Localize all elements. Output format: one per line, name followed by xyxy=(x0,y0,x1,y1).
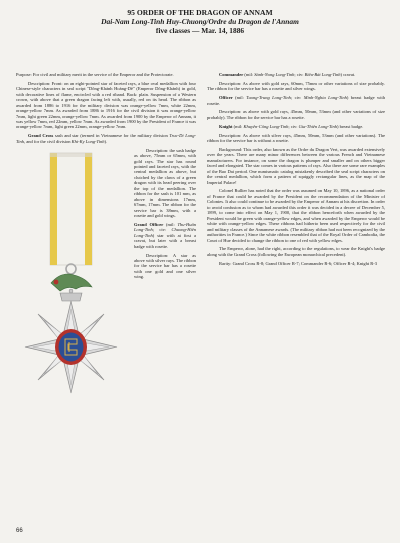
officer-text-c: ) breast badge with rosette. xyxy=(207,95,386,106)
officer-term-military: Tuong-Trung Long-Tinh xyxy=(246,95,291,101)
medallion-center xyxy=(59,332,84,361)
medal-photo xyxy=(16,151,126,419)
description-paragraph: Description: Front: on an eight-pointed star of faceted rays, a blue oval medallion with four Chinese-style characters in seal script "Dông-Khánh Hoàng-Dê" (Emperor Dông-Khánh) in gold, with decorative lines of flame, encircled with a red riband. Back: plain. Suspension of a Western crown, with above that a green dragon facing left with, usually, red on its head. The ribbon as awarded from 1886 to 1916 for the military division was orange-yellow 7mm, white 22mm, orange-yellow 7mm. As awarded from 1886 to 1916 for the civil division it was orange-yellow 7mm, light green 22mm, orange-yellow 7mm. As awarded from 1900 by the Emperor of Annam, it was yellow 7mm, red 22mm, yellow 7mm. As awarded from 1900 by the President of France it was orange-yellow 7mm, light green 22mm, orange-yellow 7mm. xyxy=(16,80,196,130)
officer-text-a: (mil: xyxy=(232,95,247,101)
grand-officer-text-b: ; civ: xyxy=(152,227,172,233)
grand-officer-term-civil: Chuong-Hiên Long-Tinh xyxy=(134,227,196,238)
commander-text-b: ; civ: xyxy=(294,72,305,77)
purpose-paragraph: Purpose: For civil and military merit in the service of the Emperor and the Protectorate. xyxy=(16,72,174,77)
grand-cross-heading: Grand Cross xyxy=(28,133,54,139)
commander-term-civil: Biêu-Bát Long-Tinh xyxy=(304,72,341,77)
page-header xyxy=(0,8,400,35)
grand-officer-description: Description: A star as above with silver rays. The ribbon for the service bar has a rosette with one gold and one silver wing. xyxy=(134,252,196,280)
rullier-paragraph: Colonel Rullier has noted that the order was assumed on May 10, 1896, as a national order of France that could be awarded by the President on the recommendation of the Minister of Colonies. It also could continue to be awarded by the Emperor of Annam at his discretion. In order to avoid confusion as to whom had awarded this order it was decided in a decree of December 5, 1899, to come into effect on May 1, 1900, that the ribbon henceforth when awarded by the President would be green with orange-yellow edges, and when awarded by the Emperor would be white with orange-yellow edges. These ribbons had hitherto been used respectively for the civil and military classes of the Annamese awards. (The military ribbon had not been recognized by the authorities in France.) Since the white ribbon resembled that of the Royal Order of Cambodia, the Court of Hue decided to change the ribbon to one of red with yellow edges. xyxy=(207,188,385,243)
grand-cross-term-military: Truc-Di Long-Tinh xyxy=(16,133,196,144)
commander-description: Description: As above with gold rays, 60mm, 75mm or other variations of size probably. The ribbon for the service bar has a rosette and silver wings. xyxy=(207,80,385,92)
grand-cross-paragraph xyxy=(16,133,196,144)
officer-term-civil: Minh-Nghia Long-Tinh xyxy=(303,95,347,101)
commander-term-military: Sành-Nong Long-Tinh xyxy=(254,72,295,77)
commander-heading: Commander xyxy=(219,72,244,77)
grand-officer-term-military: Thu-Huân Long-Tinh xyxy=(134,221,197,233)
left-column xyxy=(16,72,196,419)
crown-orb xyxy=(69,289,73,293)
knight-description: Description: As above with silver rays, 45mm, 50mm, 53mm (and other variations). The ribbon for the service bar is without a rosette. xyxy=(207,132,385,144)
ribbon-left-edge xyxy=(50,153,57,265)
commander-text-c: ) cravat. xyxy=(340,72,356,77)
background-paragraph: Background: This order, also known as the Ordre du Dragon Vert, was awarded extensively over the years. There are many minor differences between the various French and Vietnamese manufacturers. For instance, on some the dragon is plumper and smaller and on others bigger faced and elongated. The star comes in various patterns of rays. Also there are some rare examples of the Bao Dai period. One numismatic catalog mistakenly described the seal script characters on the central medallion, which form a pattern of squiggly rectangular lines, as the map of the Imperial Palace! xyxy=(207,146,385,185)
emperor-paragraph: The Emperor, alone, had the right, according to the regulations, to wear the Knight's badge along with the Grand Cross (following the European monarchical precedent). xyxy=(207,246,385,257)
knight-text-a: (mil: xyxy=(232,123,244,129)
ribbon-right-edge xyxy=(85,153,92,265)
grand-officer-text-a: (mil: xyxy=(163,221,178,227)
ribbon-fold-shadow xyxy=(50,153,92,157)
commander-text-a: (mil: xyxy=(243,72,255,77)
grand-cross-text-c: ). xyxy=(104,138,108,144)
dragon-head xyxy=(54,279,59,284)
page-title: 95 ORDER OF THE DRAGON OF ANNAM xyxy=(127,8,273,17)
order-name: Dai-Nam Long-Tinh Huy-Chuong/Ordre du Dragon de l'Annam xyxy=(101,17,299,26)
knight-term-military: Khuyên-Công Long-Tinh xyxy=(243,123,289,129)
knight-paragraph xyxy=(207,124,385,129)
right-column xyxy=(207,72,385,270)
officer-paragraph xyxy=(207,95,385,106)
officer-description: Description: as above with gold rays, 45mm, 50mm, 53mm (and other variations of size probably). The ribbon for the service bar has a rosette. xyxy=(207,109,385,120)
grand-officer-heading: Grand Officer xyxy=(134,221,164,227)
knight-text-c: ) breast badge. xyxy=(337,123,364,129)
knight-term-civil: Gia-Thiên Long-Tinh xyxy=(298,123,338,129)
crown xyxy=(60,293,82,301)
knight-text-b: ; civ: xyxy=(288,123,299,129)
classes-date: five classes — Mar. 14, 1886 xyxy=(155,26,245,35)
suspension-ring xyxy=(66,264,76,274)
rarity-paragraph: Rarity: Grand Cross R-8; Grand Officer R-7; Commander R-6; Officer R-4; Knight R-3 xyxy=(219,260,378,266)
officer-heading: Officer xyxy=(219,95,233,101)
medal-illustration xyxy=(16,151,126,419)
grand-cross-text-b: , and for the civil division xyxy=(24,138,72,144)
medal-and-text xyxy=(16,148,196,408)
page-number: 66 xyxy=(16,528,23,534)
knight-heading: Knight xyxy=(219,123,233,129)
commander-paragraph xyxy=(207,72,385,77)
grand-officer-text-c: ) star with at first a cravat, but later with a breast badge with rosette. xyxy=(134,232,196,249)
officer-text-b: ; civ: xyxy=(290,95,304,101)
grand-cross-text-a: sash and star (termed in Vietnamese for the military division xyxy=(53,133,170,139)
grand-cross-term-civil: Khi-Ky Long-Tinh xyxy=(71,138,105,144)
star-badge xyxy=(25,301,117,393)
ribbon xyxy=(50,153,92,265)
grand-cross-description: Description: the sash badge as above, 75mm or 65mm, with gold rays. The star has round pointed and faceted rays, with the central medallion as above, but clutched by the claws of a green dragon with its head peering over the top of the medallion. The ribbon for the sash is 101 mm, as above in dimensions 17mm, 67mm, 17mm. The ribbon for the service bar is 38mm, with a rosette and gold wings. xyxy=(134,147,196,219)
